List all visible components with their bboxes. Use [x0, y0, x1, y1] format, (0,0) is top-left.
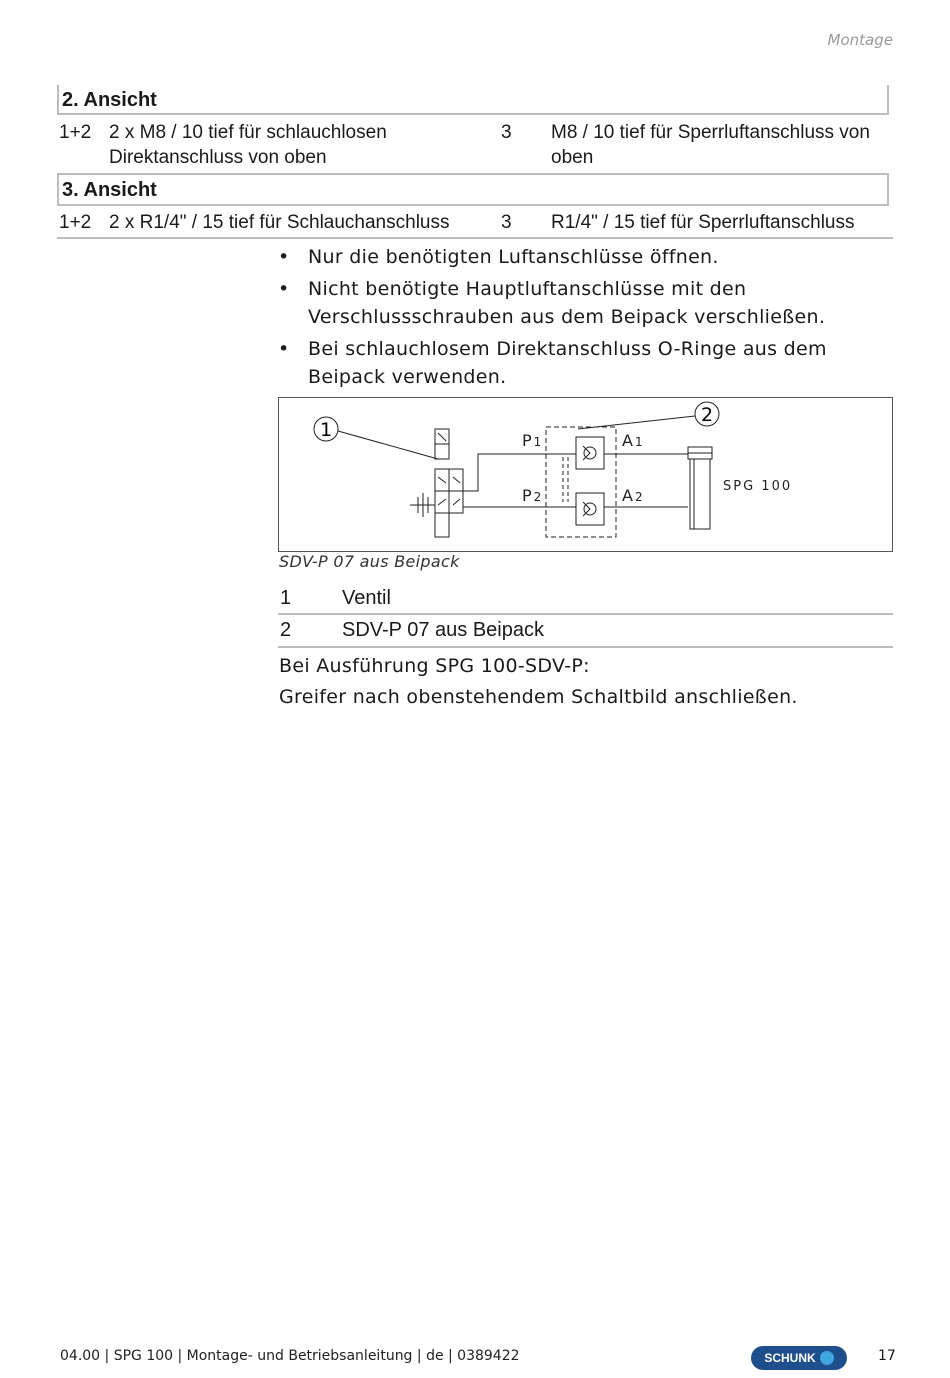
bullet-icon: • [278, 278, 290, 300]
port-p1: P [522, 431, 532, 450]
section-title: Montage [827, 31, 893, 49]
port-p2-sub: 2 [533, 490, 542, 504]
footer-document-info: 04.00 | SPG 100 | Montage- und Betriebsanleitung | de | 0389422 [60, 1348, 520, 1364]
port-a2-sub: 2 [634, 490, 643, 504]
legend-divider [278, 646, 893, 648]
legend-divider [278, 613, 893, 615]
brand-mark-icon [820, 1351, 834, 1365]
table-cell-port: 3 [501, 212, 512, 233]
sdvp-block [546, 427, 616, 537]
table-cell-desc: 2 x R1/4" / 15 tief für Schlauchanschluss [109, 212, 450, 233]
table-cell-desc [109, 120, 469, 170]
cell-line: Direktanschluss von oben [109, 147, 327, 168]
cell-line: M8 / 10 tief für Sperrluftanschluss von [551, 122, 870, 143]
list-item [278, 275, 893, 331]
port-p1-sub: 1 [533, 435, 542, 449]
brand-name: SCHUNK [764, 1351, 816, 1365]
cell-line: oben [551, 147, 594, 168]
callout-1 [314, 417, 438, 459]
legend-number: 2 [280, 619, 292, 641]
page-number: 17 [878, 1348, 896, 1364]
table-cell-ports: 1+2 [59, 122, 92, 143]
port-labels [522, 431, 643, 505]
instruction-list [278, 243, 893, 395]
instruction-text: Greifer nach obenstehendem Schaltbild anschließen. [279, 686, 798, 708]
table-cell-desc: R1/4" / 15 tief für Sperrluftanschluss [551, 212, 855, 233]
table-heading-view3: 3. Ansicht [57, 173, 889, 206]
port-a1-sub: 1 [634, 435, 643, 449]
legend-row [278, 587, 893, 613]
port-p2: P [522, 486, 532, 505]
legend-row [278, 619, 893, 645]
table-cell-port: 3 [501, 122, 512, 143]
callout-1-label: 1 [319, 419, 333, 441]
instruction-text: Bei Ausführung SPG 100-SDV-P: [279, 655, 590, 677]
figure-caption: SDV-P 07 aus Beipack [279, 552, 460, 571]
svg-text:P1 [522, 431, 541, 450]
port-a1: A [622, 431, 633, 450]
svg-text:A2 [622, 486, 643, 505]
pneumatic-schematic [278, 397, 893, 552]
list-item-text: Bei schlauchlosem Direktanschluss O-Ringe aus dem Beipack verwenden. [308, 338, 827, 388]
figure-frame [279, 398, 893, 552]
device-label: SPG 100 [723, 479, 793, 494]
svg-text:P2 [522, 486, 541, 505]
legend-number: 1 [280, 587, 292, 609]
schunk-logo [751, 1346, 847, 1370]
cell-line: 2 x M8 / 10 tief für schlauchlosen [109, 122, 387, 143]
table-cell-ports: 1+2 [59, 212, 92, 233]
port-a2: A [622, 486, 633, 505]
legend-text: SDV-P 07 aus Beipack [342, 619, 544, 641]
gripper-cylinder [688, 447, 712, 529]
bullet-icon: • [278, 338, 290, 360]
list-item-text: Nicht benötigte Hauptluftanschlüsse mit den Verschlussschrauben aus dem Beipack verschließen. [308, 278, 826, 328]
valve-symbol [410, 429, 463, 537]
table-cell-desc [551, 120, 891, 170]
callout-2 [578, 402, 719, 429]
list-item [278, 335, 893, 391]
list-item-text: Nur die benötigten Luftanschlüsse öffnen. [308, 246, 719, 268]
bullet-icon: • [278, 246, 290, 268]
list-item [278, 243, 893, 271]
svg-text:A1 [622, 431, 643, 450]
table-heading-view2: 2. Ansicht [57, 85, 889, 115]
legend-text: Ventil [342, 587, 391, 609]
table-divider [57, 237, 893, 239]
callout-2-label: 2 [700, 404, 714, 426]
